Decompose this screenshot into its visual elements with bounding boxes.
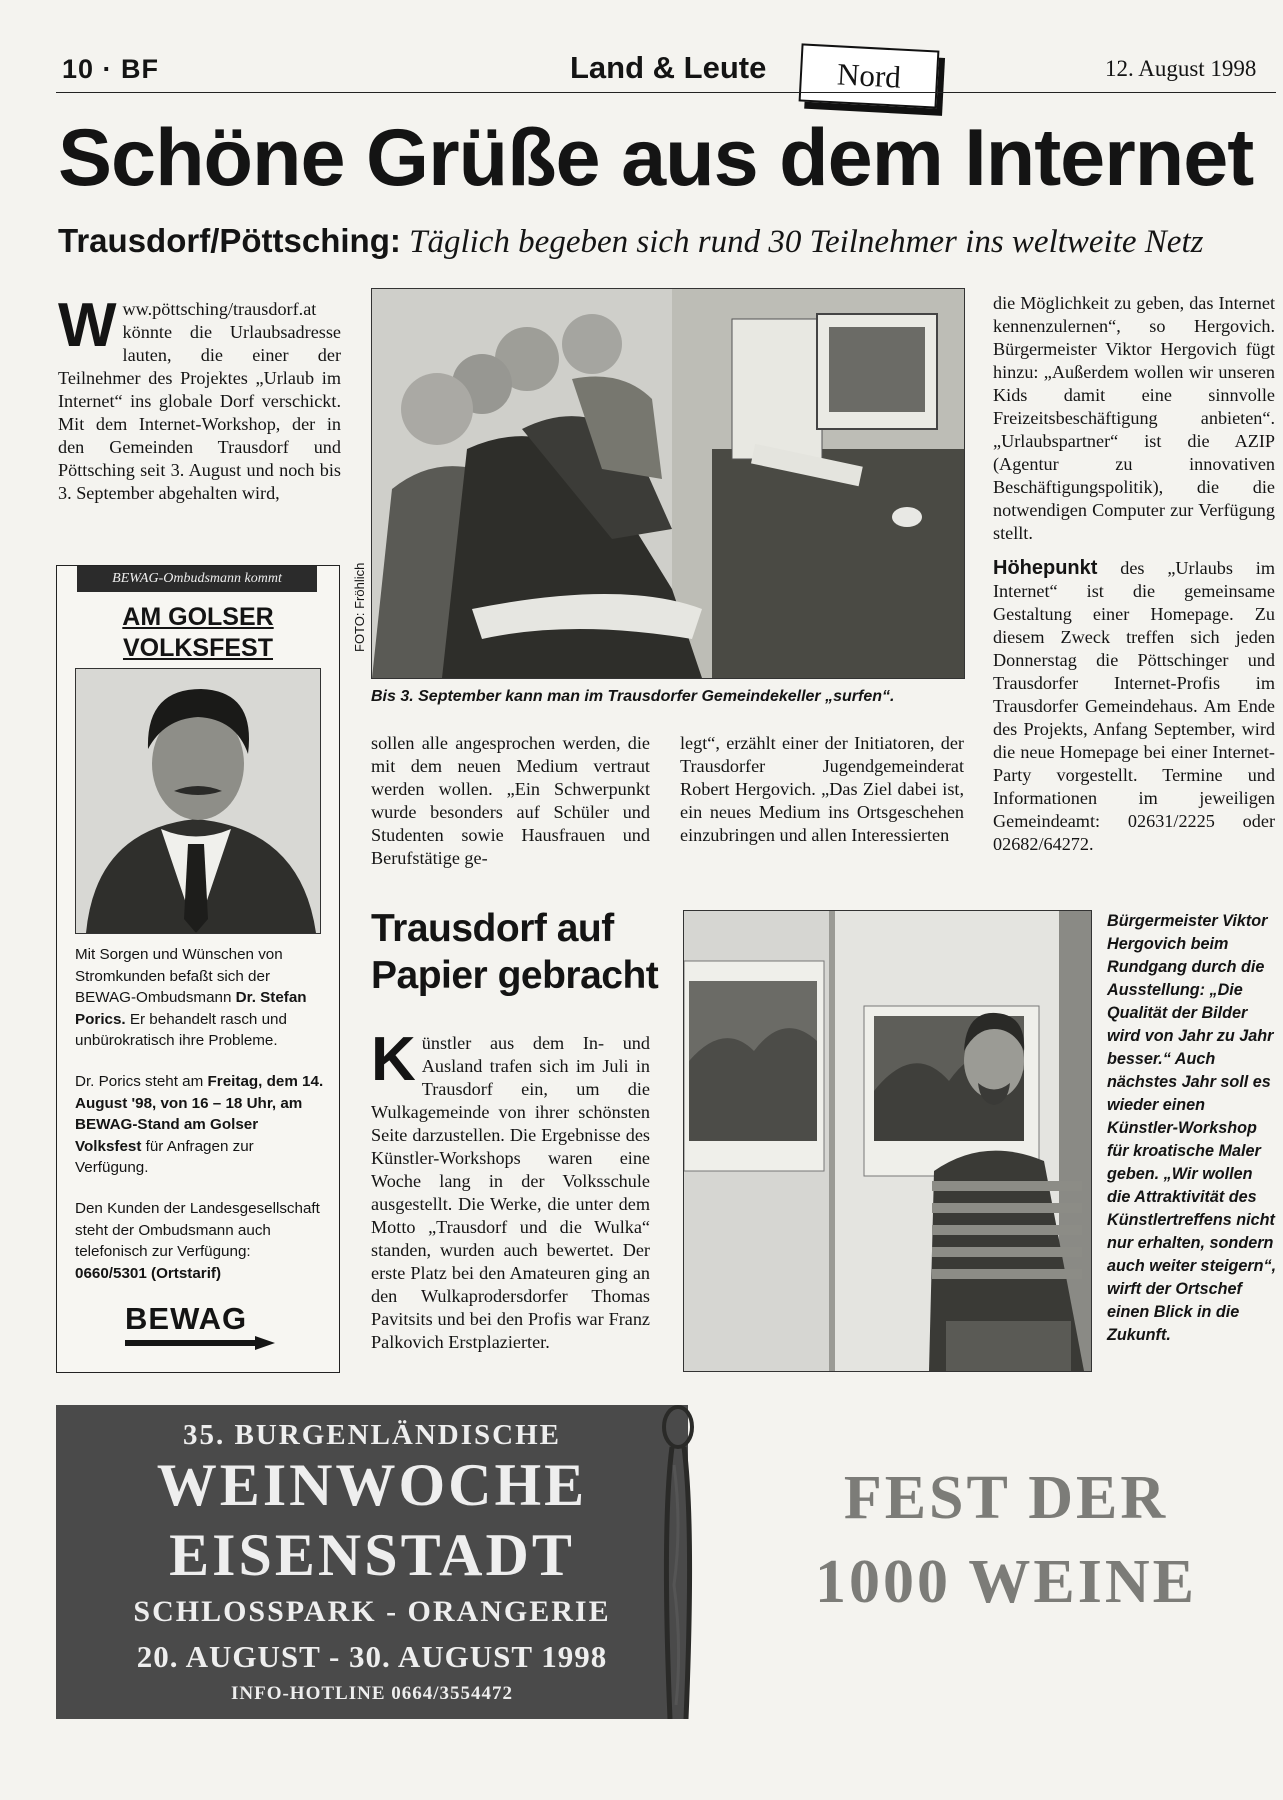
- box-paragraph-3: [75, 1198, 325, 1284]
- ad-line-5: 20. AUGUST - 30. AUGUST 1998: [136, 1639, 608, 1674]
- column-4-paragraph-2: [993, 557, 1275, 856]
- dropcap: W: [58, 291, 117, 360]
- exhibition-photo: [683, 910, 1092, 1372]
- column-4-text: die Möglichkeit zu geben, das Internet kennenzulernen“, so Hergovich. Bürgermeister Viktor Hergovich fügt hinzu: „Außerdem wollen wir unseren Kids damit eine sinnvolle Freizeitsbeschäftigung anbieten“. „Urlaubspartner“ ist die AZIP (Agentur zu innovativen Beschäftigungspolitik), die die notwendigen Computer zur Verfügung stellt.: [993, 293, 1275, 543]
- ad-dark-panel: [56, 1405, 688, 1719]
- article-column-3: legt“, erzählt einer der Initiatoren, der Trausdorfer Jugendgemeinderat Robert Hergovich. „Das Ziel dabei ist, ein neues Medium ins Ortsgeschehen einzubringen und allen Interessierten: [680, 733, 964, 845]
- article-column-4: [993, 292, 1275, 856]
- box-text-1b: Er behandelt rasch und unbürokratisch ihre Probleme.: [75, 1010, 287, 1049]
- region-tag-label: Nord: [836, 56, 902, 95]
- header-rule: [56, 92, 1276, 93]
- box-title-line-2: VOLKSFEST: [122, 634, 273, 662]
- weinwoche-advertisement: [56, 1405, 1283, 1719]
- box-kicker: BEWAG-Ombudsmann kommt: [77, 566, 317, 592]
- column-4-text-2: des „Urlaubs im Internet“ ist die gemeinsame Gestaltung einer Homepage. Zu diesem Zweck treffen sich jeden Donnerstag die Pöttschinger und Trausdorfer Internet-Profis im Trausdorfer Gemeindehaus. Am Ende des Projekts, Anfang September, wird die neue Homepage bei einer Internet-Party vorgestellt. Termine und Informationen im jeweiligen Gemeindeamt: 02631/2225 oder 02682/64272.: [993, 558, 1275, 854]
- internet-workshop-photo: [371, 288, 965, 679]
- box-title: [57, 602, 339, 664]
- ad-right-line-2: 1000 WEINE: [815, 1548, 1197, 1616]
- photo-illustration: [372, 289, 964, 678]
- box-paragraph-1: [75, 944, 325, 1052]
- box-name: Dr. Stefan Porics.: [75, 989, 307, 1028]
- box-text-2b: für Anfragen zur Verfügung.: [75, 1137, 254, 1176]
- section-title: Land & Leute: [570, 50, 767, 85]
- column-1-text: ww.pöttsching/trausdorf.at könnte die Urlaubsadresse lauten, die einer der Teilnehmer des Projektes „Urlaub im Internet“ ins globale Dorf verschickt. Mit dem Internet-Workshop, der in den Gemeinden Trausdorf und Pöttsching seit 3. August und noch bis 3. September abgehalten wird,: [58, 299, 341, 503]
- highlight-lead: Höhepunkt: [993, 557, 1098, 579]
- ad-line-1: 35. BURGENLÄNDISCHE: [183, 1419, 561, 1451]
- photo-caption: Bis 3. September kann man im Trausdorfer Gemeindekeller „surfen“.: [371, 688, 895, 705]
- article-column-1: [58, 291, 341, 505]
- wine-bottle-decoration-icon: [652, 1405, 704, 1719]
- exhibition-illustration: [684, 911, 1091, 1371]
- subheadline: [58, 222, 1203, 261]
- article-2-body: [371, 1025, 650, 1354]
- ombudsmann-portrait: [75, 668, 321, 934]
- bewag-logo: BEWAG: [125, 1301, 248, 1336]
- photo-credit: FOTO: Fröhlich: [352, 562, 367, 652]
- ad-line-4: SCHLOSSPARK - ORANGERIE: [133, 1595, 611, 1628]
- article-2-text: ünstler aus dem In- und Ausland trafen sich im Juli in Trausdorf ein, um die Wulkagemeinde von ihrer schönsten Seite darzustellen. Die Ergebnisse des Künstler-Workshops waren eine Woche lang in der Volksschule ausgestellt. Die Werke, die unter dem Motto „Trausdorf und die Wulka“ standen, wurden auch bewertet. Der erste Platz bei den Amateuren ging an den Wulkaprodersdorfer Thomas Pavitsits und bei den Profis war Franz Palkovich Erstplazierter.: [371, 1033, 650, 1352]
- article-column-2: sollen alle angesprochen werden, die mit dem neuen Medium vertraut werden wollen. „Ein Schwerpunkt wurde besonders auf Schüler und Studenten sowie Hausfrauen und Berufstätige ge-: [371, 733, 650, 868]
- article-2-headline: Trausdorf auf Papier gebracht: [371, 907, 659, 997]
- box-text-2a: Dr. Porics steht am: [75, 1073, 204, 1090]
- box-text-3a: Den Kunden der Landesgesellschaft steht der Ombudsmann auch telefonisch zur Verfügung:: [75, 1200, 320, 1260]
- exhibition-caption: Bürgermeister Viktor Hergovich beim Rundgang durch die Ausstellung: „Die Qualität der Bilder wird von Jahr zu Jahr besser.“ Auch nächstes Jahr soll es wieder einen Künstler-Workshop für kroatische Maler geben. „Wir wollen die Attraktivität des Künstlertreffens nicht nur erhalten, sondern auch weiter steigern“, wirft der Ortschef einen Blick in die Zukunft.: [1107, 912, 1277, 1344]
- box-phone: 0660/5301 (Ortstarif): [75, 1264, 222, 1282]
- ad-line-6: INFO-HOTLINE 0664/3554472: [230, 1683, 514, 1704]
- bewag-logo-arrow-icon: [125, 1336, 275, 1350]
- box-text-1a: Mit Sorgen und Wünschen von Stromkunden befaßt sich der BEWAG-Ombudsmann: [75, 946, 283, 1006]
- deck: Täglich begeben sich rund 30 Teilnehmer ins weltweite Netz: [409, 224, 1204, 260]
- bewag-info-box: [56, 565, 340, 1373]
- box-paragraph-2: [75, 1071, 325, 1179]
- ad-right-line-1: FEST DER: [843, 1464, 1169, 1532]
- ad-line-3: EISENSTADT: [169, 1522, 575, 1588]
- page-number: 10 · BF: [62, 54, 160, 84]
- kicker: Trausdorf/Pöttsching:: [58, 222, 401, 259]
- region-tag: [799, 43, 940, 108]
- box-appointment: Freitag, dem 14. August '98, von 16 – 18 Uhr, am BEWAG-Stand am Golser Volksfest: [75, 1073, 324, 1155]
- issue-date: 12. August 1998: [1105, 56, 1257, 81]
- portrait-illustration: [76, 669, 320, 933]
- ad-line-2: WEINWOCHE: [156, 1452, 588, 1518]
- headline: Schöne Grüße aus dem Internet: [58, 113, 1254, 203]
- box-title-line-1: AM GOLSER: [122, 603, 274, 631]
- article-2-dropcap: K: [371, 1025, 416, 1094]
